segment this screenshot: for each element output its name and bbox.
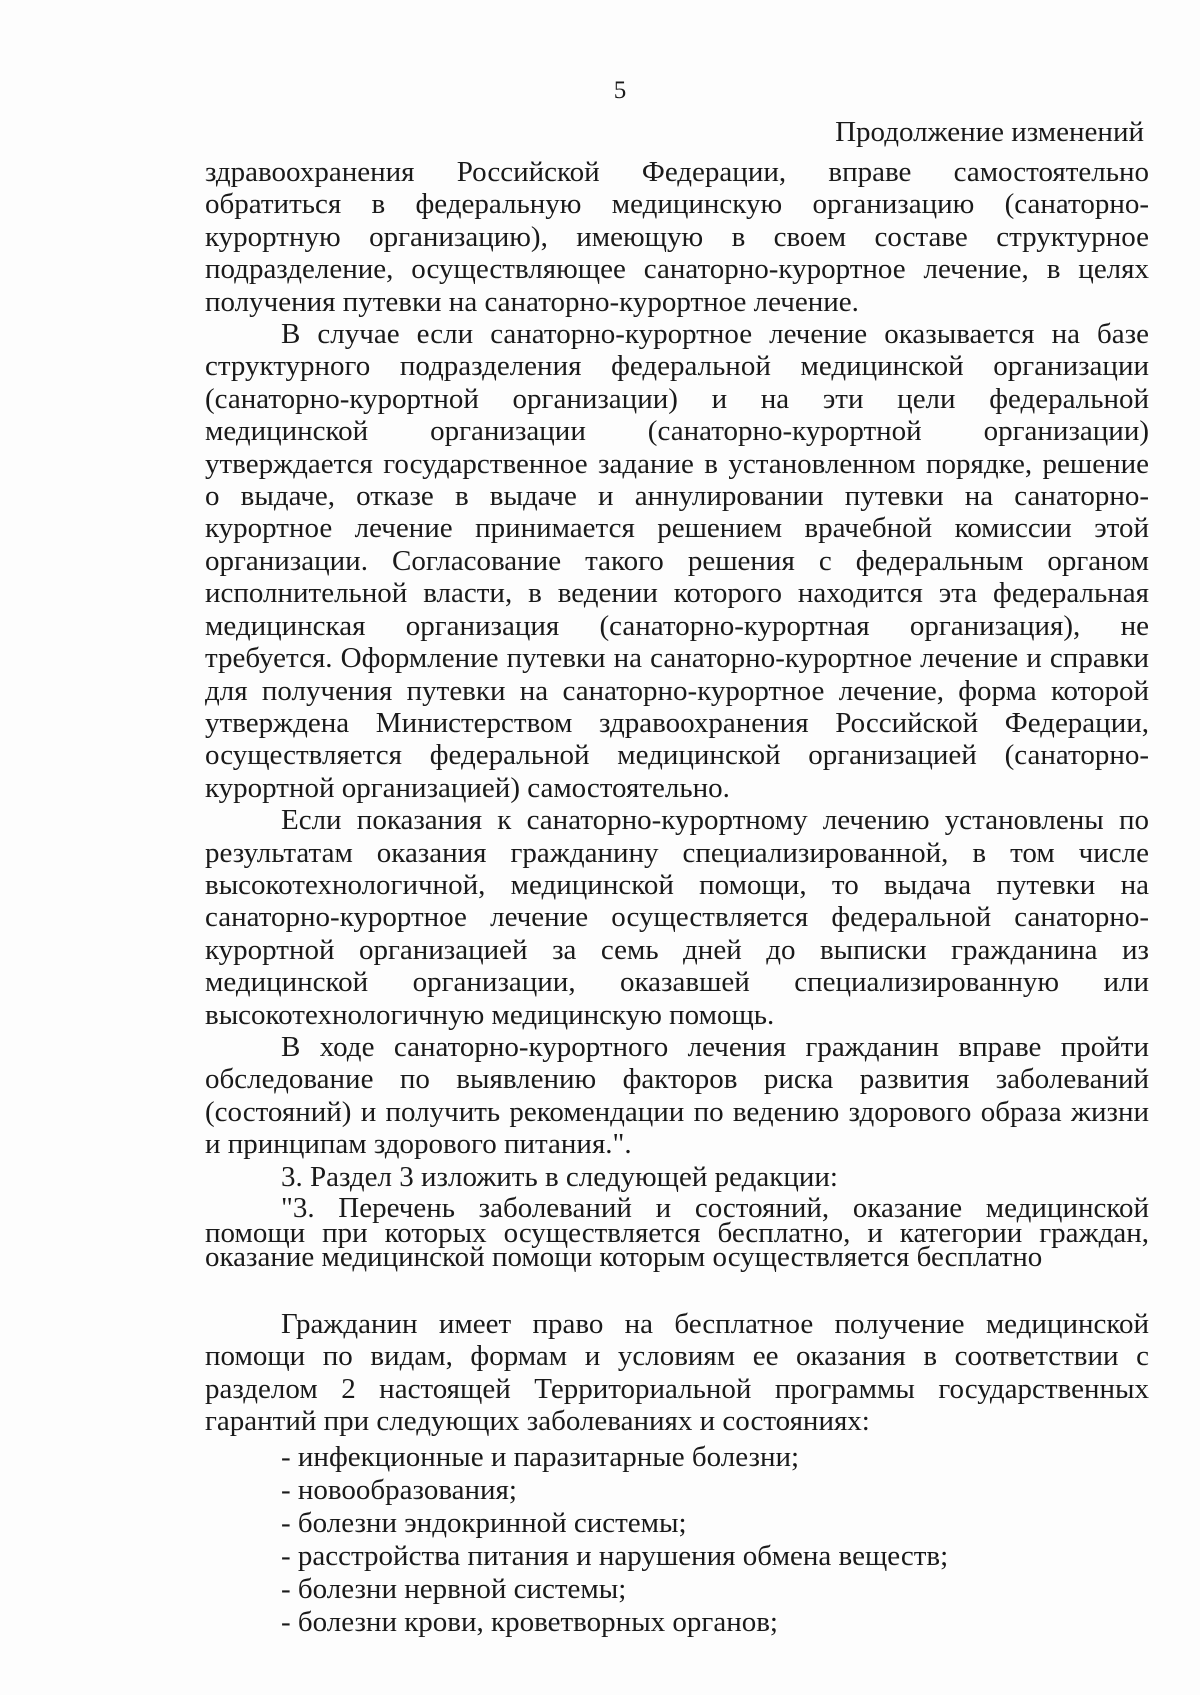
section-heading: "3. Перечень заболеваний и состояний, оказание медицинской помощи при которых осуществляется бесплатно, и категории граждан, оказание медицинской помощи которым осуществляется бесплатно (205, 1192, 1149, 1274)
paragraph-1: здравоохранения Российской Федерации, вправе самостоятельно обратиться в федеральную медицинскую организацию (санаторно-курортную организацию), имеющую в своем составе структурное подразделение, осуществляющее санаторно-курортное лечение, в целях получения путевки на санаторно-курортное лечение. (205, 156, 1149, 318)
paragraph-4: В ходе санаторно-курортного лечения гражданин вправе пройти обследование по выявлению факторов риска развития заболеваний (состояний) и получить рекомендации по ведению здорового образа жизни и принципам здорового питания.". (205, 1030, 1149, 1161)
paragraph-6: Гражданин имеет право на бесплатное получение медицинской помощи по видам, формам и условиям ее оказания в соответствии с разделом 2 настоящей Территориальной программы государственных гарантий при следующих заболеваниях и состояниях: (205, 1307, 1149, 1437)
list-item: - инфекционные и паразитарные болезни; (281, 1441, 800, 1474)
paragraph-3: Если показания к санаторно-курортному лечению установлены по результатам оказания гражданину специализированной, в том числе высокотехнологичной, медицинской помощи, то выдача путевки на санаторно-курортное лечение осуществляется федеральной санаторно-курортной организацией за семь дней до выписки гражданина из медицинской организации, оказавшей специализированную или высокотехнологичную медицинскую помощь. (205, 804, 1149, 1031)
section-gap (205, 1270, 1149, 1308)
list-item: - расстройства питания и нарушения обмена веществ; (281, 1540, 949, 1573)
page-number: 5 (613, 77, 627, 104)
paragraph-5: 3. Раздел 3 изложить в следующей редакции: (281, 1160, 838, 1193)
list-item: - болезни эндокринной системы; (281, 1507, 687, 1540)
disease-list (205, 1441, 1149, 1639)
paragraph-2: В случае если санаторно-курортное лечение оказывается на базе структурного подразделения федеральной медицинской организации (санаторно-курортной организации) и на эти цели федеральной медицинской организации (санаторно-курортной организации) утверждается государственное задание в установленном порядке, решение о выдаче, отказе в выдаче и аннулировании путевки на санаторно-курортное лечение принимается решением врачебной комиссии этой организации. Согласование такого решения с федеральным органом исполнительной власти, в ведении которого находится эта федеральная медицинская организация (санаторно-курортная организация), не требуется. Оформление путевки на санаторно-курортное лечение и справки для получения путевки на санаторно-курортное лечение, форма которой утверждена Министерством здравоохранения Российской Федерации, осуществляется федеральной медицинской организацией (санаторно-курортной организацией) самостоятельно. (205, 318, 1149, 804)
document-body (205, 156, 1149, 1639)
list-item: - болезни крови, кроветворных органов; (281, 1606, 778, 1639)
list-item: - новообразования; (281, 1474, 517, 1507)
continuation-label: Продолжение изменений (835, 116, 1144, 148)
list-item: - болезни нервной системы; (281, 1573, 627, 1606)
